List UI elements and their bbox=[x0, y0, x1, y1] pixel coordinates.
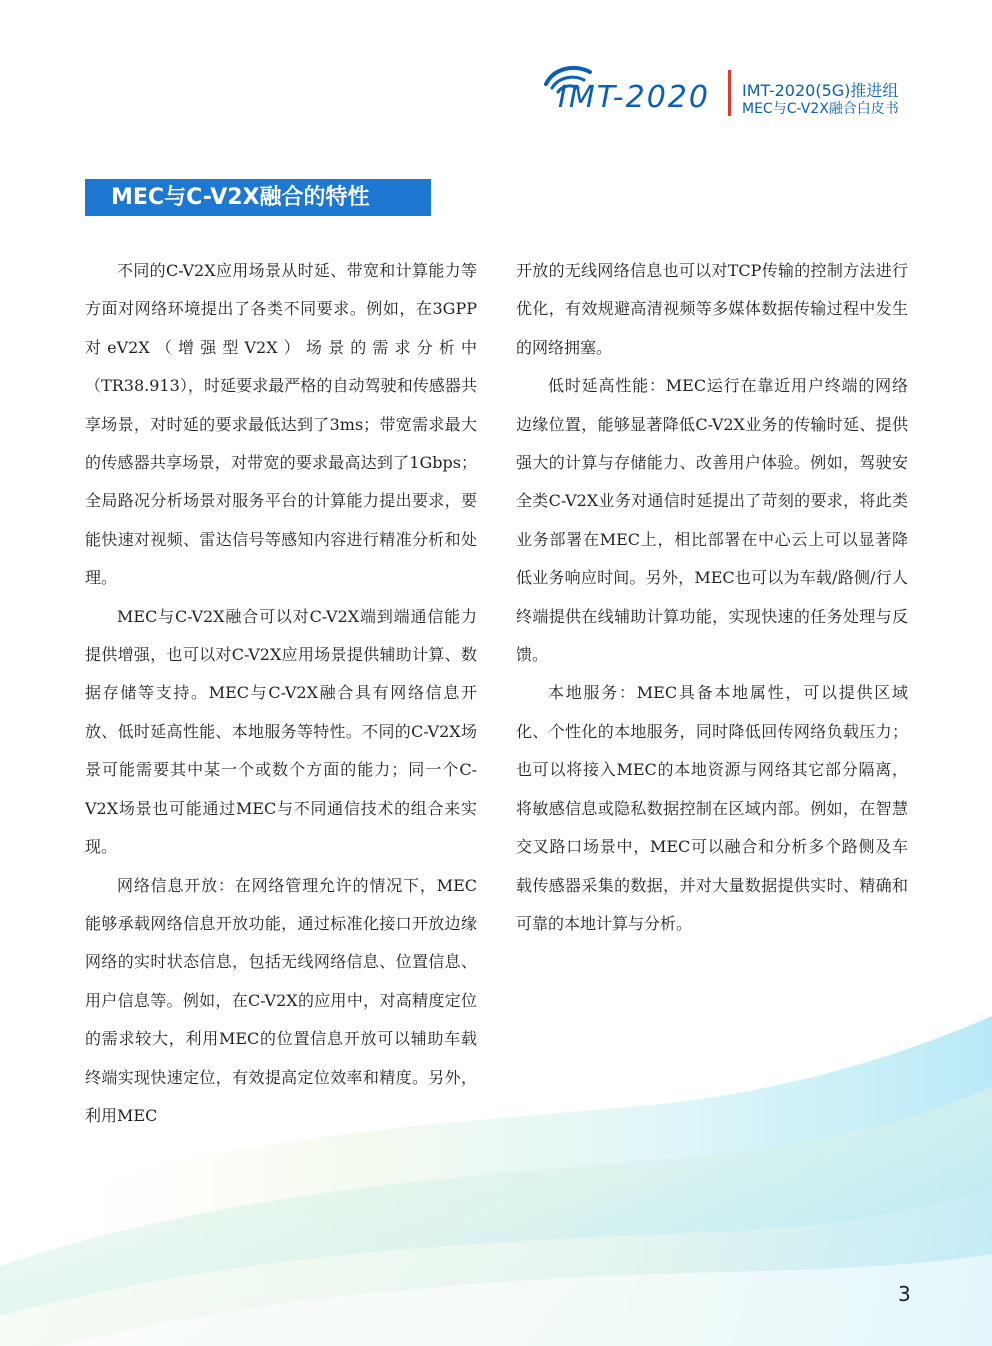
left-column bbox=[85, 252, 477, 1135]
paragraph: 不同的C-V2X应用场景从时延、带宽和计算能力等方面对网络环境提出了各类不同要求。例如，在3GPP对eV2X（增强型V2X）场景的需求分析中（TR38.913），时延要求最严格的自动驾驶和传感器共享场景，对时延的要求最低达到了3ms；带宽需求最大的传感器共享场景，对带宽的要求最高达到了1Gbps；全局路况分析场景对服务平台的计算能力提出要求，要能快速对视频、雷达信号等感知内容进行精准分析和处理。 bbox=[85, 261, 477, 588]
page-number: 3 bbox=[898, 1282, 911, 1306]
section-title: MEC与C-V2X融合的特性 bbox=[85, 179, 431, 216]
header-org-name: IMT-2020(5G)推进组 bbox=[742, 81, 899, 100]
imt2020-logo bbox=[540, 62, 715, 124]
paragraph: 低时延高性能：MEC运行在靠近用户终端的网络边缘位置，能够显著降低C-V2X业务的传输时延、提供强大的计算与存储能力、改善用户体验。例如，驾驶安全类C-V2X业务对通信时延提出了苛刻的要求，将此类业务部署在MEC上，相比部署在中心云上可以显著降低业务响应时间。另外，MEC也可以为车载/路侧/行人终端提供在线辅助计算功能，实现快速的任务处理与反馈。 bbox=[516, 376, 908, 665]
right-column bbox=[516, 252, 908, 943]
paragraph: 网络信息开放：在网络管理允许的情况下，MEC能够承载网络信息开放功能，通过标准化接口开放边缘网络的实时状态信息，包括无线网络信息、位置信息、用户信息等。例如，在C-V2X的应用中，对高精度定位的需求较大，利用MEC的位置信息开放可以辅助车载终端实现快速定位，有效提高定位效率和精度。另外，利用MEC bbox=[85, 875, 477, 1125]
header-divider bbox=[728, 70, 731, 116]
header-document-title: MEC与C-V2X融合白皮书 bbox=[742, 101, 899, 117]
paragraph: MEC与C-V2X融合可以对C-V2X端到端通信能力提供增强，也可以对C-V2X应用场景提供辅助计算、数据存储等支持。MEC与C-V2X融合具有网络信息开放、低时延高性能、本地服务等特性。不同的C-V2X场景可能需要其中某一个或数个方面的能力；同一个C-V2X场景也可能通过MEC与不同通信技术的组合来实现。 bbox=[85, 606, 477, 857]
paragraph: 本地服务：MEC具备本地属性，可以提供区域化、个性化的本地服务，同时降低回传网络负载压力；也可以将接入MEC的本地资源与网络其它部分隔离，将敏感信息或隐私数据控制在区域内部。例如，在智慧交叉路口场景中，MEC可以融合和分析多个路侧及车载传感器采集的数据，并对大量数据提供实时、精确和可靠的本地计算与分析。 bbox=[516, 683, 908, 933]
logo-text: IMT-2020 bbox=[558, 80, 710, 115]
paragraph-continuation: 开放的无线网络信息也可以对TCP传输的控制方法进行优化，有效规避高清视频等多媒体数据传输过程中发生的网络拥塞。 bbox=[516, 261, 908, 357]
page-header bbox=[540, 62, 940, 126]
